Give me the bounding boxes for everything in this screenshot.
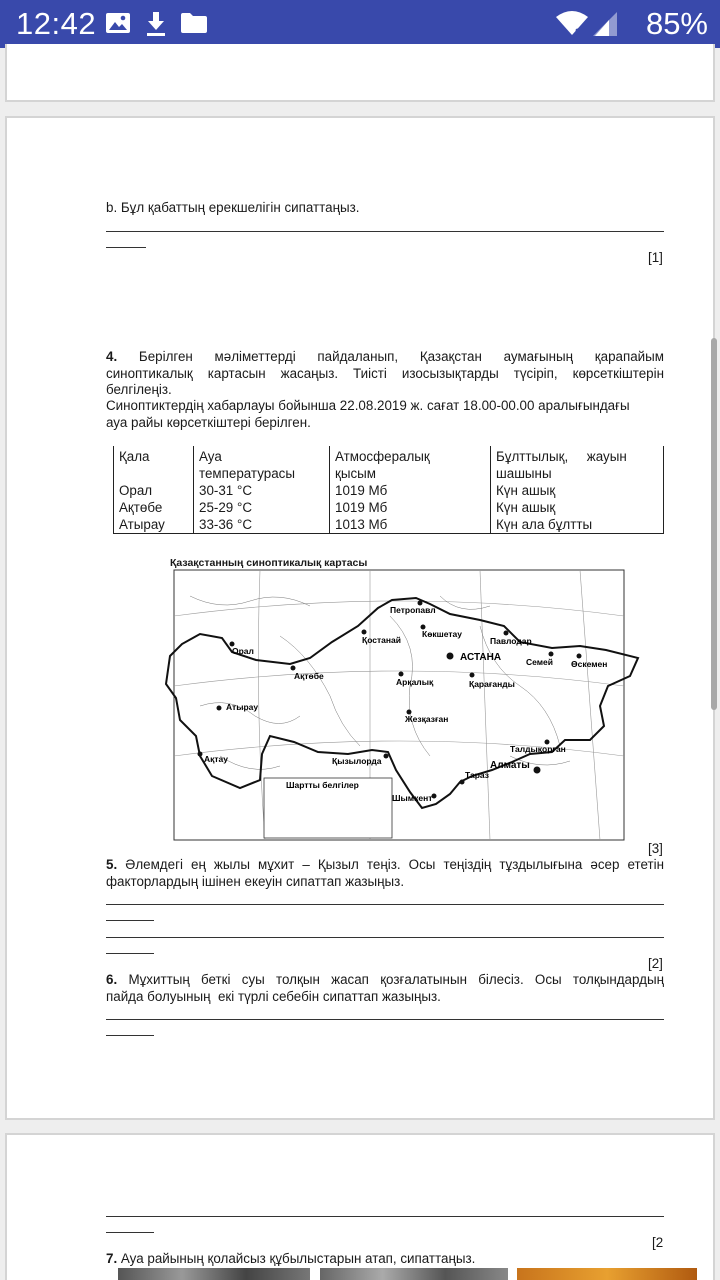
city-label-pavlodar: Павлодар [490, 636, 532, 646]
cell-cloud: Күн ала бұлтты [491, 516, 664, 534]
wifi-icon [555, 9, 589, 42]
city-label-taraz: Тараз [465, 770, 489, 780]
city-label-petropavl: Петропавл [390, 605, 436, 615]
city-label-oskemen: Өскемен [571, 659, 608, 669]
header-temp [194, 446, 330, 482]
city-label-zhezkazgan: Жезқазған [405, 714, 449, 724]
page-previous [5, 44, 715, 102]
q4-intro-line-1 [106, 349, 664, 366]
header-cloud [491, 446, 664, 482]
answer-line [106, 1232, 154, 1233]
header-cell-text: Қала [119, 449, 150, 464]
city-label-karagandy: Қарағанды [469, 679, 515, 689]
signal-icon [593, 10, 619, 43]
table-row [114, 482, 664, 499]
q6-text: Мұхиттың беткі суы толқын жасап қозғалатынын білесіз. Осы толқындардың [128, 972, 664, 987]
q5-score: [2] [648, 956, 663, 971]
q3b-score: [1] [648, 250, 663, 265]
header-cell-text: Ауа [199, 449, 222, 464]
map-legend-label: Шартты белгілер [286, 780, 359, 790]
header-cell-text: қысым [335, 466, 377, 481]
city-label-kokshetau: Көкшетау [422, 629, 462, 639]
q7-number: 7. [106, 1251, 118, 1266]
cell-city: Атырау [114, 516, 194, 534]
scrollbar[interactable] [711, 338, 717, 710]
status-time: 12:42 [16, 6, 97, 41]
q3b-text: b. Бұл қабаттың ерекшелігін сипаттаңыз. [106, 200, 360, 215]
header-pressure [330, 446, 491, 482]
kazakhstan-map [160, 556, 640, 846]
weather-table [113, 446, 664, 534]
photo-thumbnail [320, 1268, 508, 1280]
city-label-taldykorgan: Талдықорған [510, 744, 566, 754]
answer-line [106, 937, 664, 938]
header-cell-text: шашыны [496, 466, 552, 481]
city-label-semei: Семей [526, 657, 553, 667]
city-label-astana: АСТАНА [460, 652, 502, 663]
cell-temp: 30-31 °С [194, 482, 330, 499]
cell-pressure: 1019 Мб [330, 482, 491, 499]
image-icon [105, 11, 131, 40]
page3-score: [2 [652, 1235, 664, 1250]
cell-pressure: 1019 Мб [330, 499, 491, 516]
header-cell-text: Бұлттылық, жауын [496, 449, 627, 464]
q5-line-2: факторлардың ішінен екеуін сипаттап жазыңыз. [106, 874, 405, 889]
table-header-row [114, 446, 664, 482]
city-label-aktau: Ақтау [204, 754, 229, 764]
answer-line [106, 231, 664, 232]
table-row [114, 516, 664, 534]
city-label-kyzylorda: Қызылорда [332, 756, 382, 766]
battery-level: 85% [645, 6, 708, 41]
table-row [114, 499, 664, 516]
city-label-shymkent: Шымкент [392, 793, 433, 803]
answer-line [106, 1019, 664, 1020]
q4-info-line-2: ауа райы көрсеткіштері берілген. [106, 415, 311, 430]
q5-text: Әлемдегі ең жылы мұхит – Қызыл теңіз. Осы теңіздің тұздылығына әсер ететін [125, 857, 664, 872]
photo-thumbnail [118, 1268, 310, 1280]
cell-temp: 25-29 °С [194, 499, 330, 516]
cell-city: Орал [114, 482, 194, 499]
svg-text:?: ? [575, 27, 581, 37]
q4-intro-line-2: синоптикалық картасын жасаңыз. Тиісті изосызықтарды түсіріп, көрсеткіштерін [106, 366, 664, 381]
q6-number: 6. [106, 972, 118, 987]
cell-cloud: Күн ашық [491, 499, 664, 516]
q4-number: 4. [106, 349, 118, 364]
city-label-arkalyk: Арқалық [396, 677, 434, 687]
cell-pressure: 1013 Мб [330, 516, 491, 534]
city-label-almaty: Алматы [490, 760, 530, 771]
city-label-aktobe: Ақтөбе [294, 671, 324, 681]
answer-line [106, 920, 154, 921]
city-label-kostanai: Қостанай [362, 635, 401, 645]
cell-city: Ақтөбе [114, 499, 194, 516]
city-label-oral: Орал [232, 646, 254, 656]
q5-line-1 [106, 857, 664, 874]
answer-line [106, 1216, 664, 1217]
status-bar [0, 0, 720, 48]
header-cell-text: Атмосфералық [335, 449, 430, 464]
folder-icon [180, 11, 208, 40]
q5-number: 5. [106, 857, 118, 872]
q6-line-1 [106, 972, 664, 989]
q7-text: Ауа райының қолайсыз құбылыстарын атап, сипаттаңыз. [120, 1251, 476, 1266]
answer-line [106, 1035, 154, 1036]
map-title: Қазақстанның синоптикалық картасы [170, 557, 368, 569]
q4-intro-text: Берілген мәліметтерді пайдаланып, Қазақстан аумағының қарапайым [138, 349, 664, 364]
photo-thumbnail [517, 1268, 697, 1280]
answer-line [106, 953, 154, 954]
header-cell-text: температурасы [199, 466, 295, 481]
answer-line [106, 247, 146, 248]
answer-line [106, 904, 664, 905]
cell-cloud: Күн ашық [491, 482, 664, 499]
cell-temp: 33-36 °С [194, 516, 330, 534]
city-label-atyrau: Атырау [226, 702, 259, 712]
q6-line-2: пайда болуының екі түрлі себебін сипаттап жазыңыз. [106, 989, 441, 1004]
download-icon [145, 11, 167, 42]
q7-line [106, 1251, 475, 1268]
header-city [114, 446, 194, 482]
q4-intro-line-3: белгілеңіз. [106, 382, 172, 397]
q4-info-line-1: Синоптиктердің хабарлауы бойынша 22.08.2019 ж. сағат 18.00-00.00 аралығындағы [106, 398, 630, 413]
q4-score: [3] [648, 841, 663, 856]
